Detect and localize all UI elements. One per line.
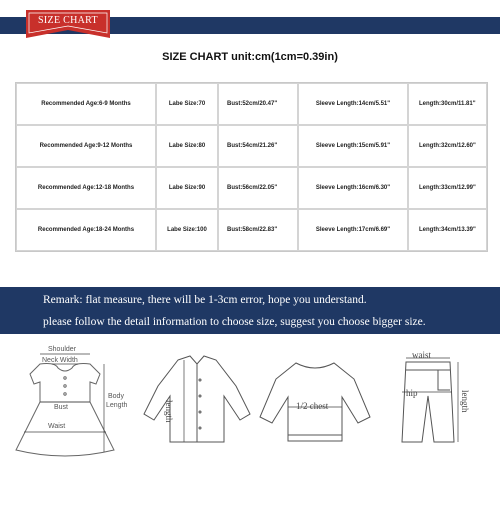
pants-diagram: [378, 350, 498, 450]
shirt-diagram: [140, 352, 255, 447]
dress-drawing: [0, 340, 140, 500]
age-cell: Recommended Age:18-24 Months: [16, 209, 156, 251]
pants-length-label: length: [460, 390, 470, 413]
dress-length-label: Length: [106, 402, 128, 409]
sleeve-length-cell: Sleeve Length:14cm/5.51": [298, 83, 408, 125]
table-row: [16, 125, 487, 167]
sweater-diagram: [258, 355, 373, 445]
dress-bust-label: Bust: [54, 404, 69, 411]
remark-line-2: please follow the detail information to choose size, suggest you choose bigger size.: [43, 316, 426, 328]
bust-cell: Bust:58cm/22.83": [218, 209, 298, 251]
shirt-length-label: length: [164, 400, 174, 423]
remark-line-1: Remark: flat measure, there will be 1-3cm error, hope you understand.: [43, 294, 367, 306]
label-size-cell: Labe Size:100: [156, 209, 218, 251]
label-size-cell: Labe Size:80: [156, 125, 218, 167]
dress-neck-label: Neck Width: [42, 357, 78, 364]
sleeve-length-cell: Sleeve Length:16cm/6.30": [298, 167, 408, 209]
sleeve-length-cell: Sleeve Length:15cm/5.91": [298, 125, 408, 167]
length-cell: Length:32cm/12.60": [408, 125, 487, 167]
dress-waist-label: Waist: [48, 423, 66, 430]
bust-cell: Bust:52cm/20.47": [218, 83, 298, 125]
dress-body-label: Body: [108, 393, 124, 400]
table-row: [16, 209, 487, 251]
length-cell: Length:34cm/13.39": [408, 209, 487, 251]
remark-band: [0, 287, 500, 334]
page-title: SIZE CHART unit:cm(1cm=0.39in): [162, 51, 338, 63]
shirt-drawing: [140, 352, 255, 447]
table-row: [16, 167, 487, 209]
size-chart-badge: [26, 10, 110, 46]
age-cell: Recommended Age:9-12 Months: [16, 125, 156, 167]
pants-drawing: [378, 350, 498, 450]
age-cell: Recommended Age:12-18 Months: [16, 167, 156, 209]
length-cell: Length:33cm/12.99": [408, 167, 487, 209]
badge-text: SIZE CHART: [38, 15, 98, 26]
bust-cell: Bust:54cm/21.26": [218, 125, 298, 167]
sleeve-length-cell: Sleeve Length:17cm/6.69": [298, 209, 408, 251]
bust-cell: Bust:56cm/22.05": [218, 167, 298, 209]
pants-waist-label: waist: [412, 350, 431, 360]
label-size-cell: Labe Size:70: [156, 83, 218, 125]
age-cell: Recommended Age:6-9 Months: [16, 83, 156, 125]
dress-diagram: [0, 340, 140, 500]
dress-shoulder-label: Shoulder: [48, 346, 77, 353]
label-size-cell: Labe Size:90: [156, 167, 218, 209]
sweater-chest-label: 1/2 chest: [296, 401, 329, 411]
table-row: [16, 83, 487, 125]
size-table: [15, 82, 488, 252]
pants-hip-label: hip: [406, 388, 418, 398]
sweater-drawing: [258, 355, 373, 445]
length-cell: Length:30cm/11.81": [408, 83, 487, 125]
